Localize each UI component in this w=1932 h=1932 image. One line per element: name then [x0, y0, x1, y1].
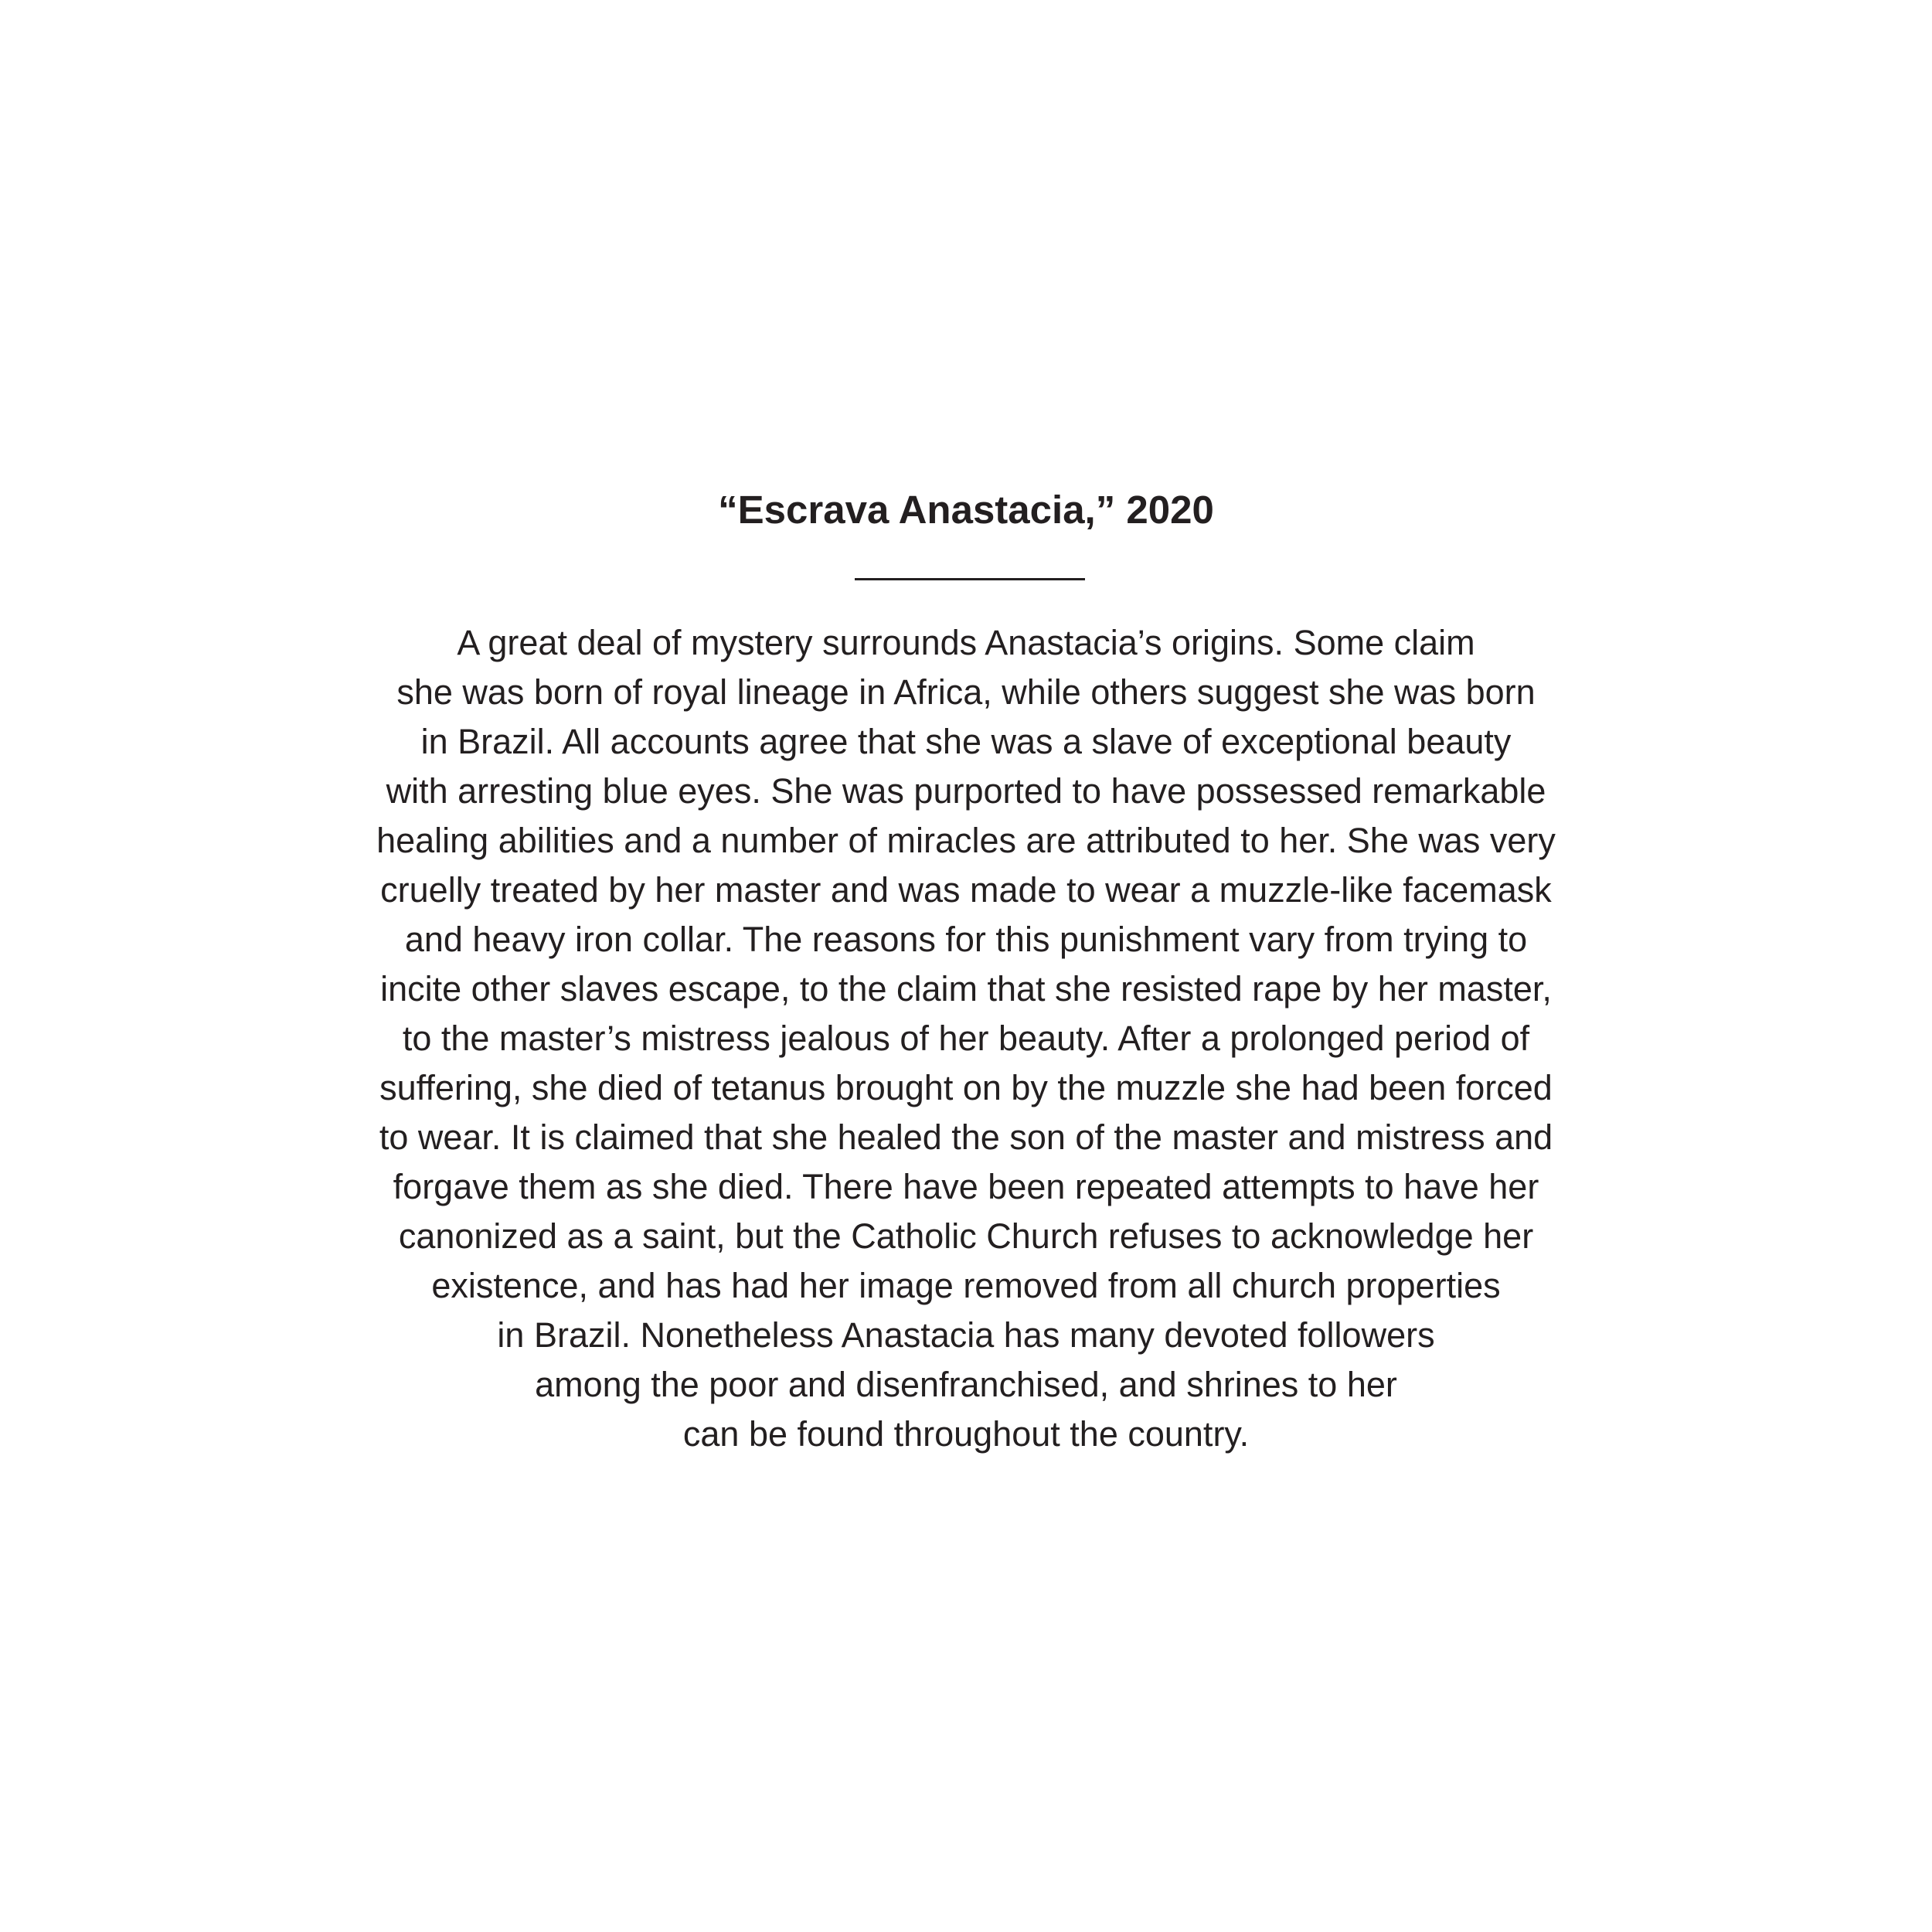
paragraph-line: suffering, she died of tetanus brought on by the muzzle she had been forced [379, 1068, 1553, 1107]
paragraph-line: to the master’s mistress jealous of her beauty. After a prolonged period of [402, 1019, 1530, 1058]
paragraph-line: and heavy iron collar. The reasons for this punishment vary from trying to [404, 920, 1528, 959]
title-divider [855, 578, 1085, 580]
paragraph-line: incite other slaves escape, to the claim that she resisted rape by her master, [380, 969, 1552, 1009]
paragraph-line: in Brazil. All accounts agree that she was a slave of exceptional beauty [420, 722, 1512, 761]
paragraph-line: forgave them as she died. There have been repeated attempts to have her [393, 1167, 1539, 1206]
paragraph-line: with arresting blue eyes. She was purported to have possessed remarkable [386, 771, 1546, 811]
paragraph-line: she was born of royal lineage in Africa, while others suggest she was born [396, 672, 1536, 712]
description-paragraph [0, 618, 1932, 1459]
paragraph-line: to wear. It is claimed that she healed the son of the master and mistress and [379, 1117, 1553, 1157]
paragraph-line: A great deal of mystery surrounds Anastacia’s origins. Some claim [457, 623, 1475, 662]
paragraph-line: can be found throughout the country. [682, 1414, 1250, 1454]
artwork-title: “Escrava Anastacia,” 2020 [718, 488, 1214, 532]
paragraph-line: healing abilities and a number of miracles are attributed to her. She was very [376, 821, 1556, 860]
paragraph-line: cruelly treated by her master and was made to wear a muzzle-like facemask [380, 870, 1552, 910]
paragraph-line: among the poor and disenfranchised, and shrines to her [535, 1365, 1397, 1404]
paragraph-line: in Brazil. Nonetheless Anastacia has many devoted followers [497, 1315, 1435, 1355]
paragraph-line: canonized as a saint, but the Catholic Church refuses to acknowledge her [398, 1216, 1534, 1256]
paragraph-line: existence, and has had her image removed from all church properties [431, 1266, 1501, 1305]
